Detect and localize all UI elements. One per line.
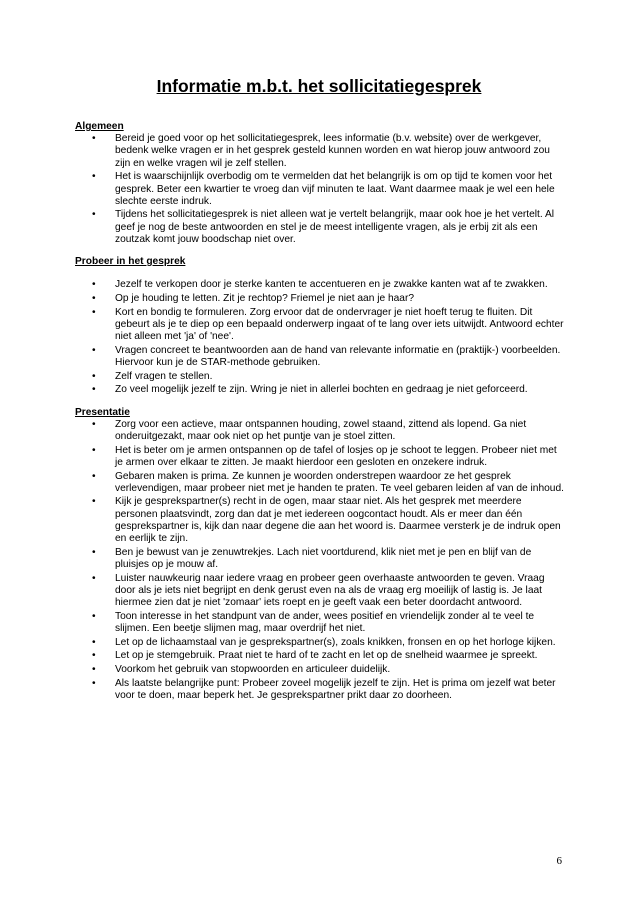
list-item: [75, 573, 565, 610]
bullet-list-probeer: [75, 279, 565, 396]
bullet-list-algemeen: [75, 133, 565, 246]
list-item: [75, 171, 565, 208]
list-item-text: Luister nauwkeurig naar iedere vraag en probeer geen overhaaste antwoorden te geven. Vraag door als je iets niet begrijpt en denk gerust even na als de vraag erg moeilijk of lastig is. Je laat hiermee zien dat je niet 'zomaar' iets roept en je geeft vaak een beter doordacht antwoord.: [115, 572, 545, 609]
page-title: Informatie m.b.t. het sollicitatiegesprek: [156, 76, 482, 96]
list-item-text: Als laatste belangrijke punt: Probeer zoveel mogelijk jezelf te zijn. Het is prima om jezelf wat beter voor te doen, maar beperk het. Je gesprekspartner prikt daar zo doorheen.: [115, 677, 556, 702]
bullet-icon: •: [92, 133, 96, 145]
list-item: [75, 293, 565, 305]
list-item-text: Op je houding te letten. Zit je rechtop? Friemel je niet aan je haar?: [115, 292, 415, 304]
list-item-text: Vragen concreet te beantwoorden aan de hand van relevante informatie en (praktijk-) voorbeelden. Hiervoor kun je de STAR-methode gebruiken.: [115, 344, 561, 368]
bullet-icon: •: [92, 306, 96, 318]
bullet-icon: •: [92, 292, 96, 304]
bullet-icon: •: [92, 444, 96, 456]
list-item: [75, 307, 565, 344]
list-item: [75, 471, 565, 495]
list-item-text: Jezelf te verkopen door je sterke kanten te accentueren en je zwakke kanten wat af te zwakken.: [115, 279, 548, 291]
bullet-list-presentatie: [75, 419, 565, 702]
section-heading-probeer: Probeer in het gesprek: [75, 256, 186, 268]
list-item-text: Zo veel mogelijk jezelf te zijn. Wring je niet in allerlei bochten en gedraag je niet geforceerd.: [115, 384, 528, 396]
list-item-text: Ben je bewust van je zenuwtrekjes. Lach niet voortdurend, klik niet met je pen en blijf van de pluisjes op je mouw af.: [115, 546, 532, 570]
list-item-text: Gebaren maken is prima. Ze kunnen je woorden onderstrepen waardoor ze het gesprek verlevendigen, maar probeer niet met je handen te praten. Te veel gebaren leiden af van de inhoud.: [115, 470, 564, 494]
section-algemeen: [75, 121, 565, 246]
bullet-icon: •: [92, 171, 96, 183]
list-item: [75, 384, 565, 396]
list-item: [75, 419, 565, 443]
document-body: [75, 121, 565, 712]
list-item-text: Het is waarschijnlijk overbodig om te vermelden dat het belangrijk is om op tijd te komen voor het gesprek. Beter een kwartier te vroeg dan vijf minuten te laat. Want daarmee maak je wel een hele slechte eerste indruk.: [115, 171, 555, 207]
bullet-icon: •: [92, 546, 96, 558]
list-item: [75, 345, 565, 369]
bullet-icon: •: [92, 496, 96, 508]
bullet-icon: •: [92, 610, 96, 622]
page-number: 6: [556, 855, 562, 867]
list-item: [75, 547, 565, 571]
list-item: [75, 637, 565, 649]
list-item-text: Zelf vragen te stellen.: [115, 370, 213, 382]
list-item-text: Kort en bondig te formuleren. Zorg ervoor dat de ondervrager je niet hoeft terug te fluiten. Dit gebeurt als je te diep op een bepaald onderwerp ingaat of te lang over iets uitwijdt. Antwoord echter niet alleen met 'ja' of 'nee'.: [115, 306, 564, 343]
list-item: [75, 611, 565, 635]
bullet-icon: •: [92, 664, 96, 676]
section-probeer: [75, 256, 565, 397]
bullet-icon: •: [92, 572, 96, 584]
list-item: [75, 664, 565, 676]
list-item-text: Tijdens het sollicitatiegesprek is niet alleen wat je vertelt belangrijk, maar ook hoe je het vertelt. Al geef je nog de beste antwoorden en stel je de meest intelligente vragen, als je erbij zit als een zoutzak komt jouw boodschap niet over.: [115, 209, 555, 245]
list-item-text: Let op je stemgebruik. Praat niet te hard of te zacht en let op de snelheid waarmee je spreekt.: [115, 650, 538, 662]
bullet-icon: •: [92, 344, 96, 356]
bullet-icon: •: [92, 384, 96, 396]
section-presentatie: [75, 407, 565, 703]
list-item: [75, 371, 565, 383]
list-item: [75, 650, 565, 662]
bullet-icon: •: [92, 209, 96, 221]
section-heading-presentatie: Presentatie: [75, 406, 130, 418]
list-item-text: Bereid je goed voor op het sollicitatiegesprek, lees informatie (b.v. website) over de werkgever, bedenk welke vragen er in het gesprek gesteld kunnen worden en wat hierop jouw antwoord zou zijn en welke vragen wil je zelf stellen.: [115, 133, 550, 169]
bullet-icon: •: [92, 470, 96, 482]
list-item: [75, 133, 565, 170]
bullet-icon: •: [92, 677, 96, 689]
bullet-icon: •: [92, 279, 96, 291]
bullet-icon: •: [92, 650, 96, 662]
list-item-text: Het is beter om je armen ontspannen op de tafel of losjes op je schoot te leggen. Probeer niet met je armen over elkaar te zitten. Je maakt hierdoor een gesloten en onzekere indruk.: [115, 444, 557, 468]
list-item-text: Voorkom het gebruik van stopwoorden en articuleer duidelijk.: [115, 664, 391, 676]
bullet-icon: •: [92, 370, 96, 382]
list-item: [75, 209, 565, 246]
bullet-icon: •: [92, 636, 96, 648]
list-item: [75, 496, 565, 545]
section-heading-algemeen: Algemeen: [75, 121, 124, 132]
list-item-text: Zorg voor een actieve, maar ontspannen houding, zowel staand, zittend als lopend. Ga niet onderuitgezakt, maar ook niet op het puntje van je stoel zitten.: [115, 418, 527, 442]
list-item: [75, 279, 565, 291]
list-item-text: Kijk je gesprekspartner(s) recht in de ogen, maar staar niet. Als het gesprek met meerdere personen plaatsvindt, zorg dan dat je met iedereen oogcontact houdt. Als er meer dan één gesprekspartner is, kijk dan naar degene die aan het woord is. Daarmee versterk je de indruk open en eerlijk te zijn.: [115, 496, 561, 545]
list-item-text: Let op de lichaamstaal van je gesprekspartner(s), zoals knikken, fronsen en op het horloge kijken.: [115, 636, 556, 648]
list-item: [75, 445, 565, 469]
bullet-icon: •: [92, 418, 96, 430]
list-item: [75, 678, 565, 702]
list-item-text: Toon interesse in het standpunt van de ander, wees positief en vriendelijk zonder al te veel te slijmen. Een beetje slijmen mag, maar overdrijf het niet.: [115, 610, 535, 635]
